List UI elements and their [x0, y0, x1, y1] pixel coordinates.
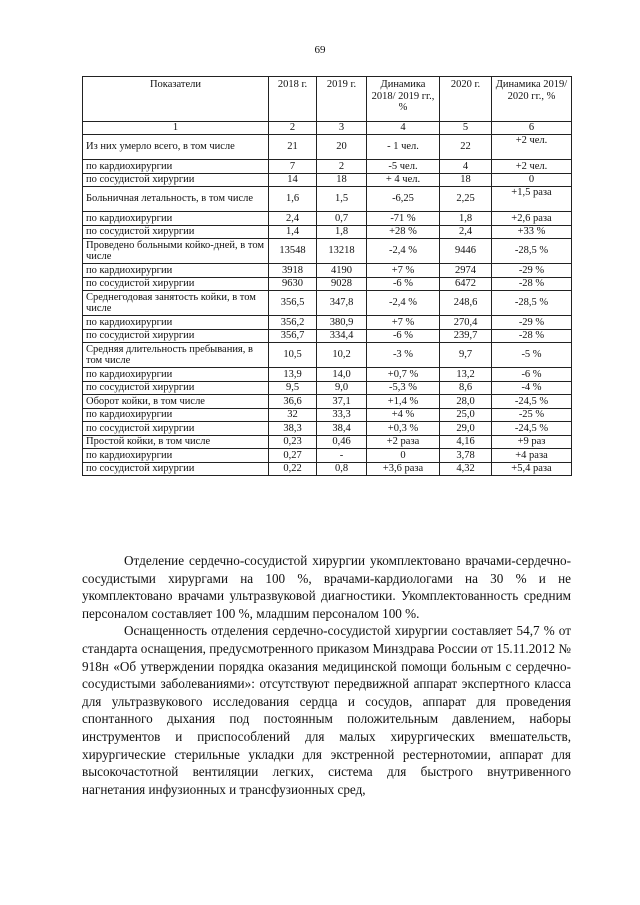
table-cell: 3918: [269, 264, 317, 278]
row-label: по сосудистой хирургии: [83, 422, 269, 436]
table-row: [83, 173, 572, 187]
table-cell: 14,0: [317, 368, 367, 382]
table-cell: +5,4 раза: [492, 462, 572, 476]
table-cell: 2,4: [440, 225, 492, 239]
statistics-table: [82, 76, 572, 476]
table-cell: + 4 чел.: [367, 173, 440, 187]
table-cell: +2 чел.: [492, 160, 572, 174]
table-cell: +0,3 %: [367, 422, 440, 436]
table-cell: 4190: [317, 264, 367, 278]
table-cell: 9,7: [440, 343, 492, 368]
table-cell: -6 %: [367, 277, 440, 291]
row-label: по кардиохирургии: [83, 408, 269, 422]
column-number: 4: [367, 122, 440, 135]
table-cell: -5 чел.: [367, 160, 440, 174]
table-cell: -2,4 %: [367, 239, 440, 264]
table-cell: -6 %: [492, 368, 572, 382]
table-cell: 347,8: [317, 291, 367, 316]
table-cell: 13,9: [269, 368, 317, 382]
table-cell: 2974: [440, 264, 492, 278]
table-cell: 2,25: [440, 187, 492, 212]
table-row: [83, 408, 572, 422]
row-label: по сосудистой хирургии: [83, 225, 269, 239]
table-cell: 334,4: [317, 329, 367, 343]
table-row: [83, 422, 572, 436]
table-cell: -4 %: [492, 381, 572, 395]
table-cell: 9,5: [269, 381, 317, 395]
table-cell: -2,4 %: [367, 291, 440, 316]
table-cell: +28 %: [367, 225, 440, 239]
column-header: 2020 г.: [440, 77, 492, 122]
table-cell: 0,27: [269, 449, 317, 463]
table-cell: 10,2: [317, 343, 367, 368]
table-cell: -28 %: [492, 277, 572, 291]
table-cell: 13,2: [440, 368, 492, 382]
table-cell: +3,6 раза: [367, 462, 440, 476]
table-cell: +7 %: [367, 264, 440, 278]
table-cell: 38,3: [269, 422, 317, 436]
row-label: по кардиохирургии: [83, 368, 269, 382]
table-cell: 1,6: [269, 187, 317, 212]
table-cell: 1,5: [317, 187, 367, 212]
table-row: [83, 316, 572, 330]
row-label: по сосудистой хирургии: [83, 381, 269, 395]
row-label: по кардиохирургии: [83, 449, 269, 463]
row-label: по сосудистой хирургии: [83, 462, 269, 476]
table-row: [83, 225, 572, 239]
table-cell: 9028: [317, 277, 367, 291]
table-cell: -5 %: [492, 343, 572, 368]
table-cell: 2: [317, 160, 367, 174]
table-cell: 0: [492, 173, 572, 187]
body-text: [82, 552, 571, 798]
row-label: Среднегодовая занятость койки, в том числе: [83, 291, 269, 316]
table-cell: 33,3: [317, 408, 367, 422]
table-row: [83, 395, 572, 409]
column-header: 2018 г.: [269, 77, 317, 122]
table-header-row: [83, 77, 572, 122]
table-cell: 1,4: [269, 225, 317, 239]
table-cell: 37,1: [317, 395, 367, 409]
table-row: [83, 343, 572, 368]
row-label: по кардиохирургии: [83, 316, 269, 330]
table-cell: 248,6: [440, 291, 492, 316]
table-cell: 22: [440, 135, 492, 160]
table-cell: +4 раза: [492, 449, 572, 463]
table-cell: -6,25: [367, 187, 440, 212]
table-cell: - 1 чел.: [367, 135, 440, 160]
table-row: [83, 135, 572, 160]
table-cell: -5,3 %: [367, 381, 440, 395]
table-row: [83, 329, 572, 343]
table-cell: -6 %: [367, 329, 440, 343]
row-label: по кардиохирургии: [83, 264, 269, 278]
table-cell: +1,4 %: [367, 395, 440, 409]
table-cell: 2,4: [269, 212, 317, 226]
table-row: [83, 449, 572, 463]
column-number: 6: [492, 122, 572, 135]
table-cell: 7: [269, 160, 317, 174]
table-row: [83, 277, 572, 291]
table-row: [83, 160, 572, 174]
table-cell: 0: [367, 449, 440, 463]
table-cell: -25 %: [492, 408, 572, 422]
table-cell: -28 %: [492, 329, 572, 343]
row-label: Средняя длительность пребывания, в том числе: [83, 343, 269, 368]
row-label: по кардиохирургии: [83, 212, 269, 226]
column-header: Динамика 2019/ 2020 гг., %: [492, 77, 572, 122]
row-label: по сосудистой хирургии: [83, 277, 269, 291]
table-cell: 28,0: [440, 395, 492, 409]
table-cell: 1,8: [440, 212, 492, 226]
table-cell: 38,4: [317, 422, 367, 436]
table-cell: 356,7: [269, 329, 317, 343]
column-header: 2019 г.: [317, 77, 367, 122]
table-row: [83, 264, 572, 278]
column-number: 2: [269, 122, 317, 135]
table-cell: +7 %: [367, 316, 440, 330]
row-label: по кардиохирургии: [83, 160, 269, 174]
table-cell: 270,4: [440, 316, 492, 330]
table-cell: 8,6: [440, 381, 492, 395]
table-cell: -: [317, 449, 367, 463]
page-number: 69: [314, 44, 326, 56]
table-row: [83, 212, 572, 226]
paragraph: Оснащенность отделения сердечно-сосудистой хирургии составляет 54,7 % от стандарта оснащения, предусмотренного приказом Минздрава России от 15.11.2012 № 918н «Об утверждении порядка оказания медицинской помощи больным с сердечно-сосудистыми заболеваниями»: отсутствуют передвижной аппарат экспертного класса для ультразвукового исследования сердца и сосудов, аппарат для проведения спонтанного дыхания под постоянным положительным давлением, наборы инструментов и приспособлений для малых хирургических вмешательств, хирургические стерильные укладки для экстренной рестернотомии, аппарат для высокочастотной вентиляции легких, система для быстрого внутривенного нагнетания инфузионных и трансфузионных сред,: [82, 623, 571, 797]
table-cell: +2,6 раза: [492, 212, 572, 226]
table-body: [83, 135, 572, 476]
table-cell: -28,5 %: [492, 239, 572, 264]
table-cell: 13548: [269, 239, 317, 264]
paragraph: Отделение сердечно-сосудистой хирургии укомплектовано врачами-сердечно-сосудистыми хирургами на 100 %, врачами-кардиологами на 30 % и не укомплектовано врачами ультразвуковой диагностики. Укомплектованность средним персоналом составляет 100 %, младшим персоналом 100 %.: [82, 553, 571, 621]
table-cell: +1,5 раза: [492, 187, 572, 212]
table-cell: 20: [317, 135, 367, 160]
table-row: [83, 368, 572, 382]
column-header: Показатели: [83, 77, 269, 122]
table-cell: 29,0: [440, 422, 492, 436]
table-cell: 4,32: [440, 462, 492, 476]
table-cell: -3 %: [367, 343, 440, 368]
table-cell: 0,7: [317, 212, 367, 226]
row-label: Простой койки, в том числе: [83, 435, 269, 449]
row-label: Из них умерло всего, в том числе: [83, 135, 269, 160]
row-label: Проведено больными койко-дней, в том числе: [83, 239, 269, 264]
table-cell: 4: [440, 160, 492, 174]
table-row: [83, 462, 572, 476]
table-cell: 356,2: [269, 316, 317, 330]
table-cell: 21: [269, 135, 317, 160]
table-cell: 4,16: [440, 435, 492, 449]
table-cell: 10,5: [269, 343, 317, 368]
table-cell: 3,78: [440, 449, 492, 463]
table-cell: 239,7: [440, 329, 492, 343]
table-cell: 0,8: [317, 462, 367, 476]
table-cell: 9630: [269, 277, 317, 291]
table-cell: +4 %: [367, 408, 440, 422]
table-cell: 9446: [440, 239, 492, 264]
table-row: [83, 291, 572, 316]
table-cell: 18: [440, 173, 492, 187]
table-cell: +9 раз: [492, 435, 572, 449]
table-cell: +2 раза: [367, 435, 440, 449]
table-cell: +2 чел.: [492, 135, 572, 160]
table-row: [83, 239, 572, 264]
table-cell: 0,22: [269, 462, 317, 476]
table-cell: 14: [269, 173, 317, 187]
table-cell: 32: [269, 408, 317, 422]
table-cell: 25,0: [440, 408, 492, 422]
column-numbers-row: [83, 122, 572, 135]
table-cell: 356,5: [269, 291, 317, 316]
table-cell: 0,23: [269, 435, 317, 449]
table-cell: 380,9: [317, 316, 367, 330]
column-number: 3: [317, 122, 367, 135]
table-cell: 18: [317, 173, 367, 187]
table-cell: 36,6: [269, 395, 317, 409]
table-cell: 1,8: [317, 225, 367, 239]
table-cell: 0,46: [317, 435, 367, 449]
table-cell: -24,5 %: [492, 395, 572, 409]
column-number: 5: [440, 122, 492, 135]
table-row: [83, 381, 572, 395]
row-label: по сосудистой хирургии: [83, 173, 269, 187]
table-cell: -29 %: [492, 316, 572, 330]
row-label: Больничная летальность, в том числе: [83, 187, 269, 212]
table-row: [83, 435, 572, 449]
table-cell: -71 %: [367, 212, 440, 226]
column-header: Динамика 2018/ 2019 гг., %: [367, 77, 440, 122]
row-label: по сосудистой хирургии: [83, 329, 269, 343]
table-cell: -29 %: [492, 264, 572, 278]
row-label: Оборот койки, в том числе: [83, 395, 269, 409]
table-cell: 13218: [317, 239, 367, 264]
table-cell: -24,5 %: [492, 422, 572, 436]
table-cell: 6472: [440, 277, 492, 291]
table-cell: +33 %: [492, 225, 572, 239]
table-cell: +0,7 %: [367, 368, 440, 382]
table-cell: 9,0: [317, 381, 367, 395]
column-number: 1: [83, 122, 269, 135]
table-cell: -28,5 %: [492, 291, 572, 316]
table-row: [83, 187, 572, 212]
